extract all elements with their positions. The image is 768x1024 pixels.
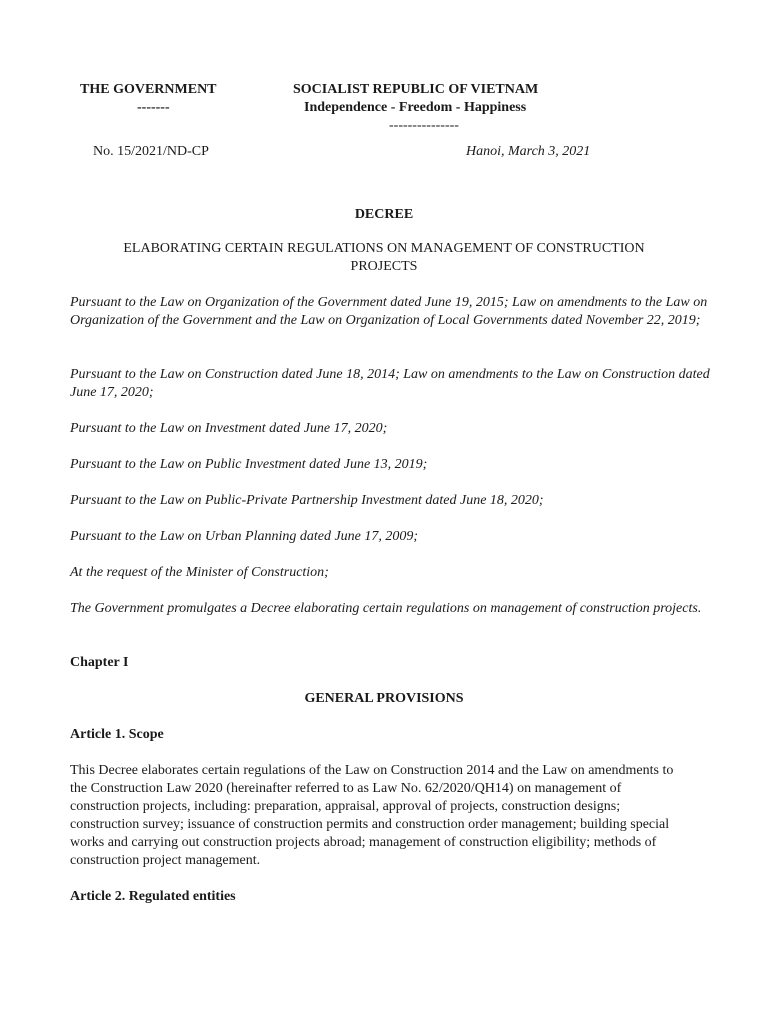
preamble-paragraph: At the request of the Minister of Construction;	[70, 565, 329, 580]
issuer-divider: -------	[137, 100, 170, 115]
article-heading: Article 1. Scope	[70, 727, 164, 742]
chapter-label: Chapter I	[70, 655, 129, 670]
preamble-paragraph: Pursuant to the Law on Public Investment dated June 13, 2019;	[70, 457, 428, 472]
article-heading: Article 2. Regulated entities	[70, 889, 236, 904]
document-type: DECREE	[354, 207, 414, 222]
preamble-paragraph: Pursuant to the Law on Investment dated June 17, 2020;	[70, 421, 388, 436]
national-motto: Independence - Freedom - Happiness	[304, 100, 527, 115]
document-title-line2: PROJECTS	[350, 259, 418, 274]
preamble-paragraph: Pursuant to the Law on Construction dated June 18, 2014; Law on amendments to the Law on Construction dated June 17, 2020;	[70, 367, 710, 400]
preamble-paragraph: Pursuant to the Law on Public-Private Partnership Investment dated June 18, 2020;	[70, 493, 544, 508]
article-body: This Decree elaborates certain regulations of the Law on Construction 2014 and the Law on amendments to the Construction Law 2020 (hereinafter referred to as Law No. 62/2020/QH14) on management of construction projects, including: preparation, appraisal, approval of projects, construction designs; construction survey; issuance of construction permits and construction order management; building special works and carrying out construction projects abroad; management of construction eligibility; methods of construction project management.	[70, 763, 674, 868]
motto-divider: ---------------	[389, 118, 459, 133]
document-title-line1: ELABORATING CERTAIN REGULATIONS ON MANAGEMENT OF CONSTRUCTION	[123, 241, 645, 256]
country-name: SOCIALIST REPUBLIC OF VIETNAM	[293, 82, 539, 97]
chapter-title: GENERAL PROVISIONS	[304, 691, 464, 706]
preamble-paragraph: The Government promulgates a Decree elaborating certain regulations on management of construction projects.	[70, 601, 702, 616]
preamble-paragraph: Pursuant to the Law on Organization of the Government dated June 19, 2015; Law on amendments to the Law on Organization of the Government and the Law on Organization of Local Governments dated November 22, 2019;	[70, 295, 708, 328]
preamble-paragraph: Pursuant to the Law on Urban Planning dated June 17, 2009;	[70, 529, 419, 544]
issuer-name: THE GOVERNMENT	[80, 82, 217, 97]
decree-number: No. 15/2021/ND-CP	[93, 144, 209, 159]
place-and-date: Hanoi, March 3, 2021	[466, 144, 591, 159]
